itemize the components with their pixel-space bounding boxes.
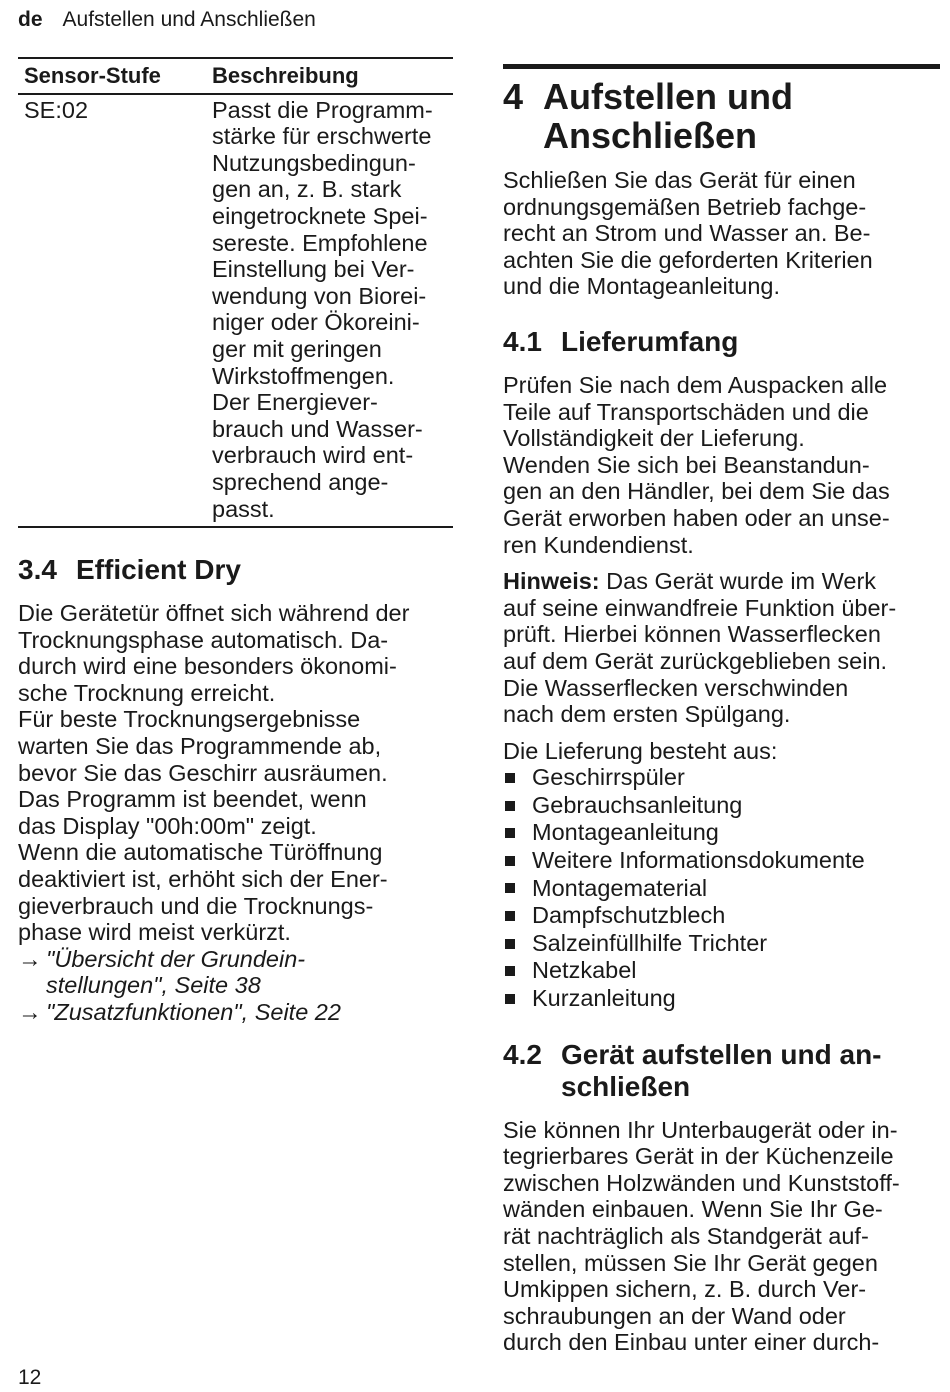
section-heading-3-4: [18, 554, 453, 586]
chapter-heading: [503, 77, 940, 155]
list-item-text: Netzkabel: [532, 957, 637, 984]
list-item: [503, 930, 940, 958]
list-item: [503, 792, 940, 820]
page-header: [18, 8, 316, 32]
section-heading-4-1: [503, 326, 940, 358]
list-item: [503, 902, 940, 930]
section-number: 4.1: [503, 325, 542, 357]
bullet-square-icon: [505, 911, 515, 921]
left-column: [18, 57, 453, 1026]
bullet-square-icon: [505, 883, 515, 893]
list-item-text: Gebrauchsanleitung: [532, 791, 743, 818]
column-header-description: Beschreibung: [206, 58, 453, 94]
table-header-row: [18, 58, 453, 94]
efficient-dry-paragraph: Die Gerätetür öffnet sich während der Trocknungsphase automatisch. Da- durch wird eine besonders ökonomi- sche Trocknung erreicht. Für beste Trocknungsergebnisse warten Sie das Programmende ab, bevor Sie das Geschirr ausräumen. Das Programm ist beendet, wenn das Display "00h:00m" zeigt. Wenn die automatische Türöffnung deaktiviert ist, erhöht sich der Ener- gieverbrauch und die Trocknungs- phase wird meist verkürzt.: [18, 600, 410, 946]
hint-text: Das Gerät wurde im Werk auf seine einwandfreie Funktion über- prüft. Hierbei können Wasserflecken auf dem Gerät zurückgeblieben sein. Die Wasserflecken verschwinden nach dem ersten Spülgang.: [503, 568, 897, 728]
installation-paragraph: Sie können Ihr Unterbaugerät oder in- tegrierbares Gerät in der Küchenzeile zwischen Holzwänden und Kunststoff- wänden einbauen. Wenn Sie Ihr Ge- rät nachträglich als Standgerät auf- stellen, müssen Sie Ihr Gerät gegen Umkippen sichern, z. B. durch Ver- schraubungen an der Wand oder durch den Einbau unter einer durch-: [503, 1116, 900, 1356]
chapter-intro: Schließen Sie das Gerät für einen ordnungsgemäßen Betrieb fachge- recht an Strom und Wasser an. Be- achten Sie die geforderten Kriterien und die Montageanleitung.: [503, 167, 873, 300]
header-title: Aufstellen und Anschließen: [62, 8, 316, 31]
bullet-square-icon: [505, 801, 515, 811]
language-code: de: [18, 8, 43, 31]
cross-reference-link[interactable]: [18, 999, 453, 1026]
column-header-sensor-level: Sensor-Stufe: [18, 58, 206, 94]
bullet-square-icon: [505, 856, 515, 866]
page-number: 12: [18, 1366, 42, 1389]
list-item: [503, 957, 940, 985]
sensor-table: [18, 57, 453, 528]
list-item-text: Salzeinfüllhilfe Trichter: [532, 929, 768, 956]
hint-label: Hinweis:: [503, 568, 600, 595]
list-item: [503, 875, 940, 903]
list-item-text: Montageanleitung: [532, 819, 719, 846]
cross-reference-text: "Zusatzfunktionen", Seite 22: [46, 999, 341, 1025]
hint-paragraph: [503, 568, 940, 728]
sensor-level-cell: SE:02: [18, 94, 206, 528]
right-column: [503, 64, 940, 1356]
bullet-square-icon: [505, 939, 515, 949]
list-item: [503, 985, 940, 1013]
section-heading-4-2: [503, 1039, 940, 1103]
bullet-square-icon: [505, 966, 515, 976]
list-item-text: Geschirrspüler: [532, 764, 685, 791]
bullet-square-icon: [505, 773, 515, 783]
chapter-number: 4: [503, 76, 524, 117]
list-item-text: Weitere Informationsdokumente: [532, 847, 865, 874]
section-number: 4.2: [503, 1038, 542, 1070]
list-item: [503, 819, 940, 847]
section-title: Lieferumfang: [561, 325, 739, 357]
bullet-square-icon: [505, 828, 515, 838]
list-item: [503, 847, 940, 875]
section-title: Gerät aufstellen und an- schließen: [561, 1038, 882, 1102]
table-row: [18, 94, 453, 528]
arrow-right-icon: →: [18, 945, 42, 972]
list-item-text: Montagematerial: [532, 874, 708, 901]
arrow-right-icon: →: [18, 999, 42, 1025]
cross-reference-link[interactable]: [18, 946, 453, 999]
section-title: Efficient Dry: [76, 554, 241, 586]
chapter-divider: [503, 64, 940, 69]
list-item: [503, 764, 940, 792]
delivery-list: [503, 764, 940, 1012]
list-item-text: Kurzanleitung: [532, 985, 676, 1012]
section-number: 3.4: [18, 554, 57, 586]
delivery-paragraph: Prüfen Sie nach dem Auspacken alle Teile auf Transportschäden und die Vollständigkeit der Lieferung. Wenden Sie sich bei Beanstandun- gen an den Händler, bei dem Sie das Gerät erworben haben oder an unse- ren Kundendienst.: [503, 371, 890, 558]
chapter-title: Aufstellen und Anschließen: [543, 76, 793, 156]
list-item-text: Dampfschutzblech: [532, 902, 726, 929]
cross-reference-text: "Übersicht der Grundein- stellungen", Seite 38: [46, 945, 306, 999]
bullet-square-icon: [505, 994, 515, 1004]
description-cell: Passt die Programm- stärke für erschwerte Nutzungsbedingun- gen an, z. B. stark eingetrocknete Spei- sereste. Empfohlene Einstellung bei Ver- wendung von Biorei- niger oder Ökoreini- ger mit geringen Wirkstoffmengen. Der Energiever- brauch und Wasser- verbrauch wird ent- sprechend ange- passt.: [206, 94, 453, 528]
list-intro: Die Lieferung besteht aus:: [503, 737, 778, 764]
